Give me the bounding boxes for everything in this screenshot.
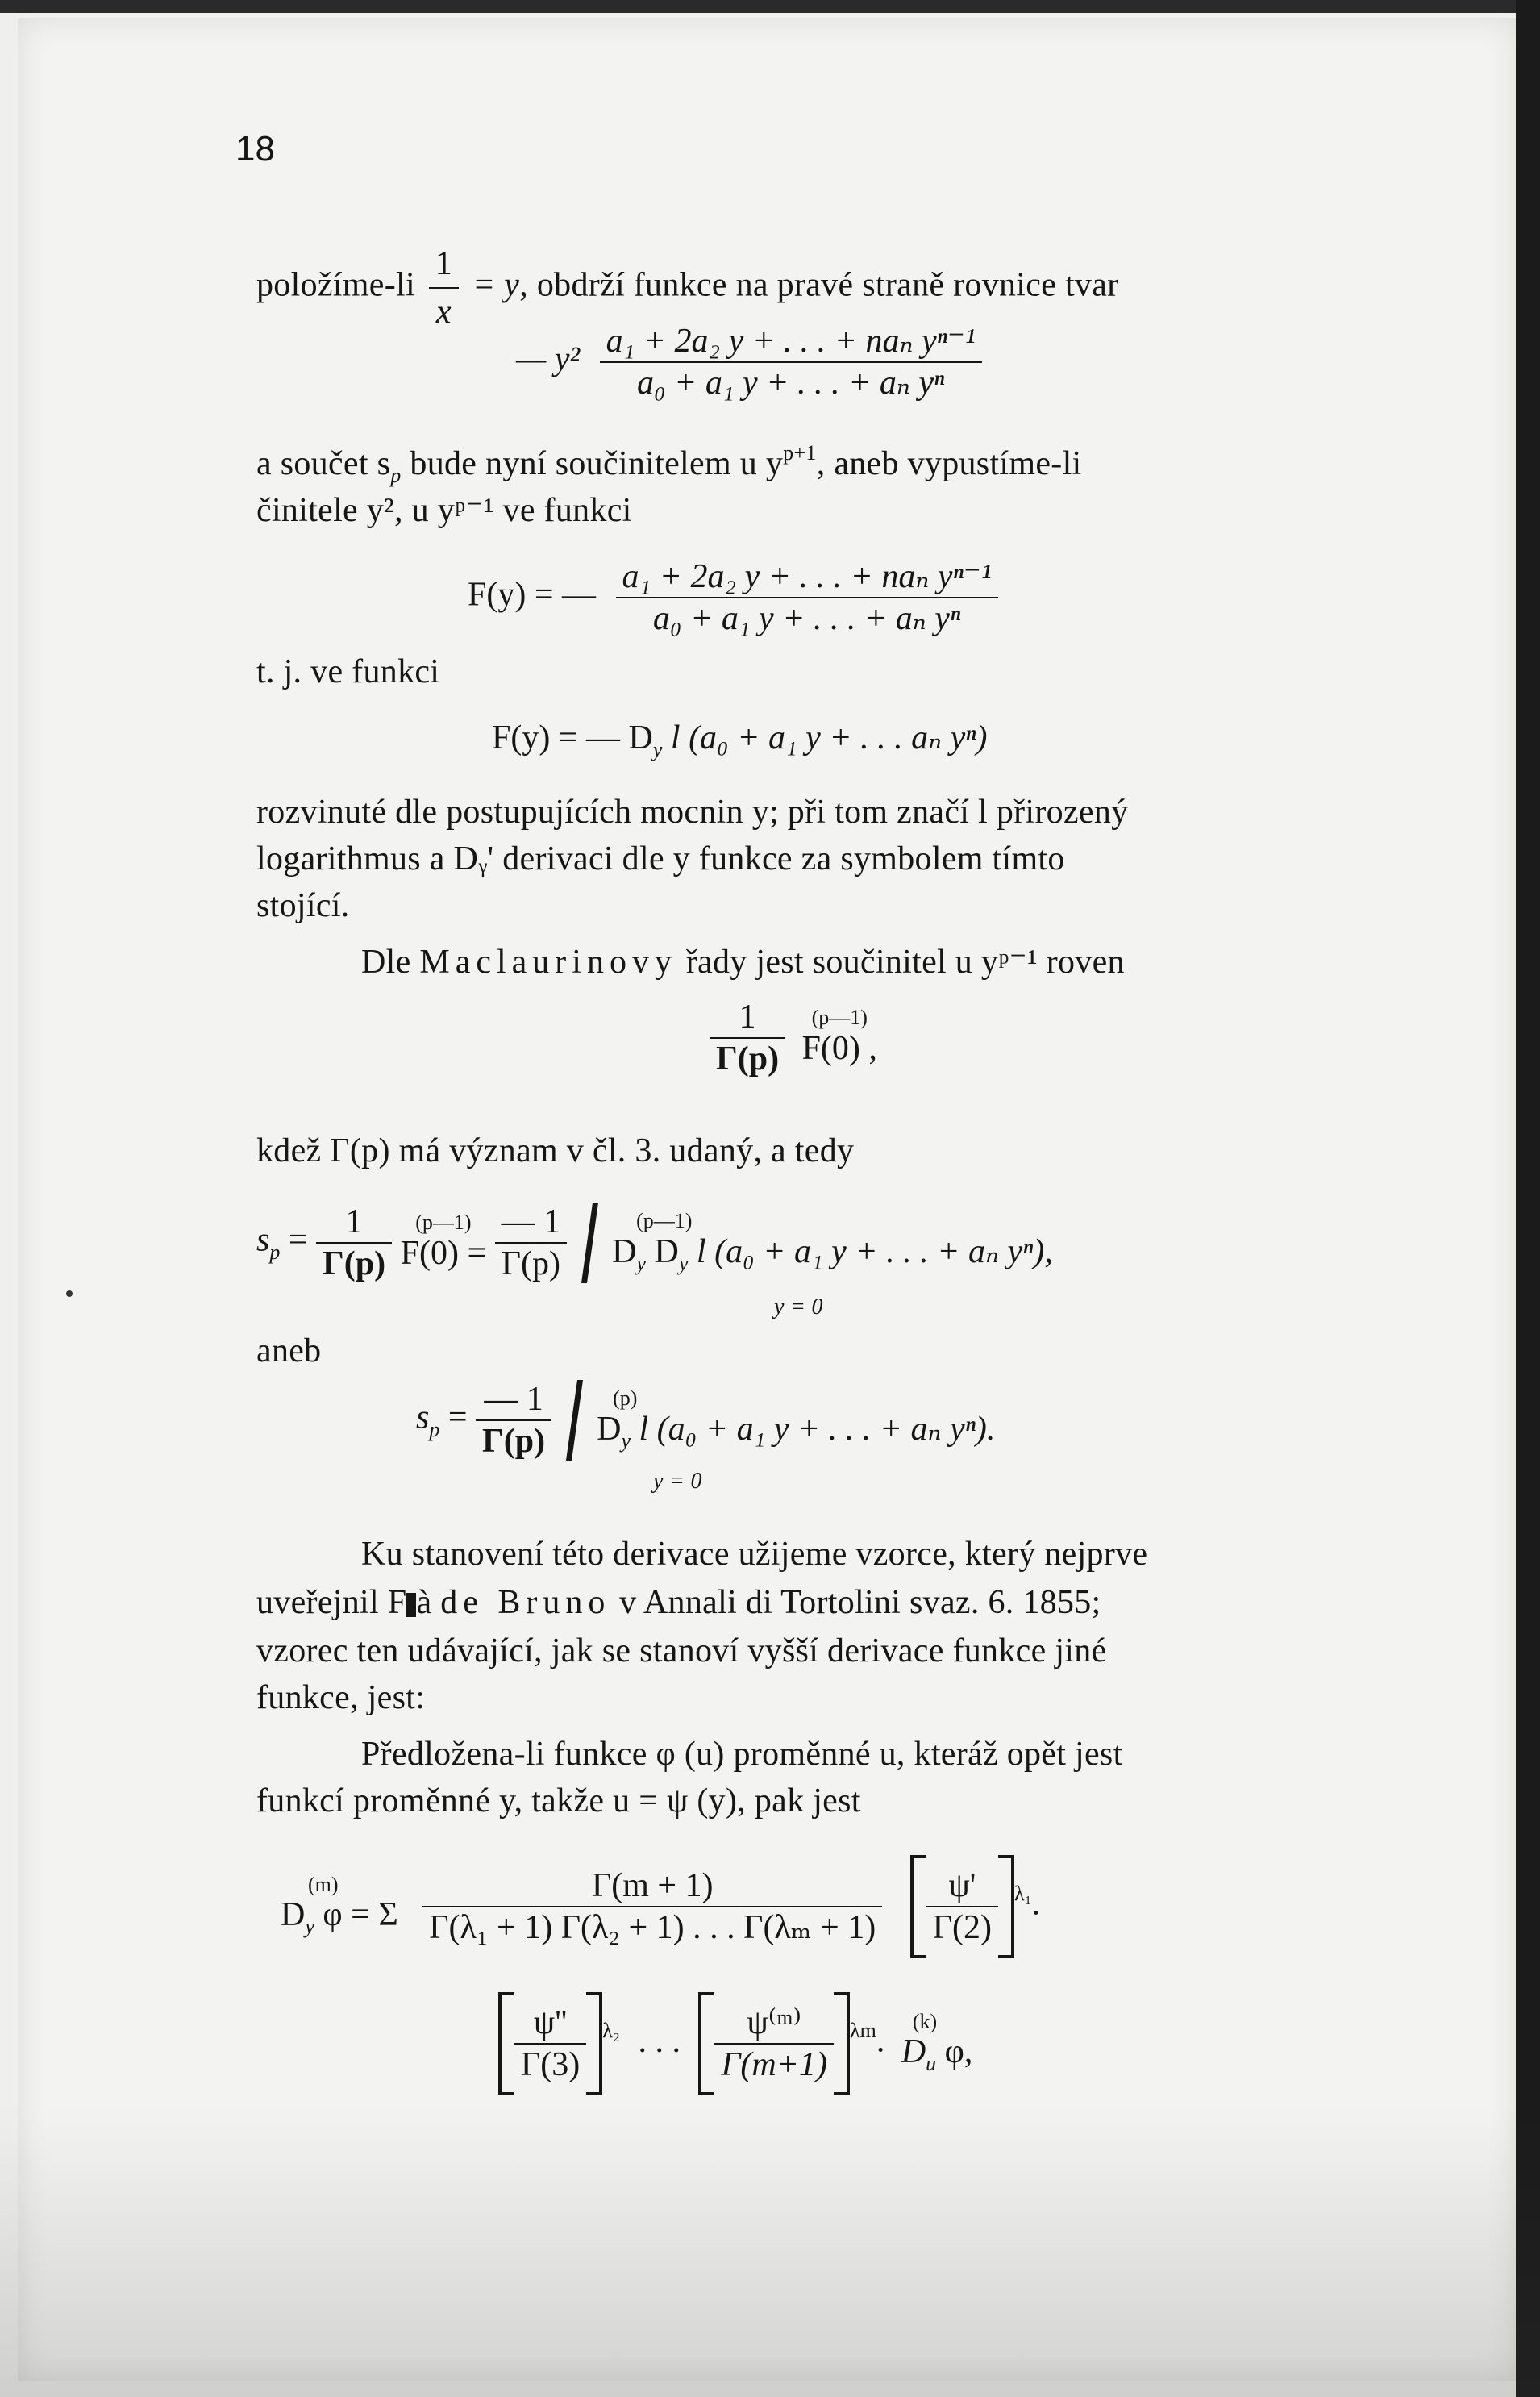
eq1-fraction [600,321,982,403]
tj-line: t. j. ve funkci [256,653,440,690]
eq8-b2-exp: λm [849,2018,876,2042]
para4-suffix: řady jest součinitel u yᵖ⁻¹ roven [676,944,1125,981]
eq5-d: D [612,1232,637,1270]
equation-6 [416,1379,995,1461]
para1-frac-den: x [435,294,452,331]
eq6-d: D [597,1410,622,1448]
eq4-fraction [710,997,785,1079]
para2-sup: p+1 [783,441,817,465]
para2-sub: p [390,464,402,487]
eq5-f1-den: Γ(p) [323,1245,386,1282]
eq3-lhs: F(y) = — D [492,719,653,757]
para6-author-name: de Bruno [440,1584,611,1621]
left-bracket [910,1855,926,1958]
para7-line2: funkcí proměnné y, takže u = ψ (y), pak jest [256,1782,861,1820]
eq2-num: a₁ + 2a₂ y + . . . + naₙ yⁿ⁻¹ [616,557,998,598]
eq8-dots: . . . [638,2022,681,2060]
eq5-limit: y = 0 [774,1294,823,1319]
speck [66,1290,73,1297]
eq6-equals: = [447,1399,468,1436]
eq8-d-sub: u [926,2051,937,2075]
equation-7 [281,1855,1040,1958]
para2-line1 [256,440,1369,491]
eq5-f1-num: 1 [316,1202,392,1244]
eq4-sup: (p—1) [811,1006,868,1029]
para1-mid: = y [472,266,520,304]
right-bracket [998,1855,1014,1958]
eq5-rest: D [654,1232,679,1270]
para2-right: , aneb vypustíme-li [816,445,1082,482]
eq5-sup1: (p—1) [415,1211,472,1234]
para3-line1 [256,789,1369,836]
eq1-lead: — y² [516,340,581,378]
eq7-tail: . [1031,1885,1041,1923]
eq8-b1-den: Γ(3) [521,2046,581,2083]
eq5-lhs: s [256,1221,270,1259]
equation-3 [492,718,987,762]
equation-4 [710,997,877,1079]
para1-suffix: , obdrží funkce na pravé straně rovnice tvar [519,266,1119,304]
eq8-bracket-2 [714,2003,834,2085]
eq5-sup2: (p—1) [636,1208,693,1232]
eq5-f2-den: Γ(p) [501,1245,561,1282]
eq3-rest: l (a₀ + a₁ y + . . . aₙ yⁿ) [662,719,988,757]
eq8-b2-den: Γ(m+1) [721,2046,827,2083]
eq5-d-sub: y [636,1251,647,1275]
para6-author-a: uveřejnil F [256,1584,407,1621]
eq6-limit: y = 0 [653,1469,702,1494]
eq8-b1-num: ψ'' [514,2003,586,2045]
eq6-lhs: s [416,1399,430,1436]
para6-line4: funkce, jest: [256,1679,426,1716]
eq8-dot: . [876,2022,885,2060]
eq5-derivative [612,1208,1053,1276]
eq8-b1-exp: λ₂ [602,2018,620,2042]
eq8-tail: φ, [936,2032,973,2070]
eq6-tail: l (a₀ + a₁ y + . . . + aₙ yⁿ). [631,1410,996,1448]
eq6-lhs-sub: p [429,1417,440,1441]
eq6-f-num: — 1 [476,1379,551,1421]
para4-prefix: Dle [361,944,420,981]
ink-blot [406,1593,416,1617]
eq5-fraction-2 [495,1202,568,1284]
para6-line3: vzorec ten udávající, jak se stanoví vyšší derivace funkce jiné [256,1632,1107,1670]
eq5-equals: = [288,1221,308,1259]
eq7-b-num: ψ' [926,1865,998,1907]
para2-left: a součet s [256,445,391,482]
evaluation-bar-2 [566,1380,583,1461]
para4-name: Maclaurinovy [419,944,677,981]
para4-line [361,939,1125,986]
scan-edge-top [0,0,1540,13]
left-bracket-3 [698,1992,714,2095]
para6-citation: v Annali di Tortolini svaz. 6. 1855; [610,1584,1101,1621]
eq1-num: a₁ + 2a₂ y + . . . + naₙ yⁿ⁻¹ [600,321,982,363]
para2-mid: bude nyní součinitelem u y [401,445,784,482]
eq7-b-exp: λ₁ [1014,1881,1032,1905]
page-number: 18 [235,129,275,169]
eq5-mid: F(0) = [400,1235,487,1272]
eq7-den: Γ(λ₁ + 1) Γ(λ₂ + 1) . . . Γ(λₘ + 1) [429,1909,876,1946]
eq5-term [401,1212,487,1274]
equation-1 [516,321,982,403]
eq4-num: 1 [710,997,785,1039]
eq7-d-sub: y [305,1914,314,1938]
eq1-den: a₀ + a₁ y + . . . + aₙ yⁿ [636,365,945,402]
eq5-rest-sub: y [678,1251,689,1275]
eq4-den: Γ(p) [716,1040,780,1078]
eq6-f-den: Γ(p) [482,1423,546,1460]
para1-frac-num: 1 [429,240,459,289]
aneb-line: aneb [256,1332,322,1369]
eq8-d-sup: (k) [912,2009,938,2033]
eq4-tail: F(0) , [801,1030,877,1067]
eq7-d: D [281,1895,306,1933]
eq7-lhs-sup: (m) [308,1872,339,1896]
eq6-derivative [597,1388,995,1453]
scan-shadow [0,2107,1540,2397]
eq7-phi: φ = Σ [314,1895,398,1933]
para3-line2: logarithmus a Dᵧ' derivaci dle y funkce za symbolem tímto [256,840,1065,878]
para1-fraction [429,240,459,336]
eq5-lhs-sub: p [269,1240,281,1264]
para6-author-b: à [416,1584,441,1621]
eq7-fraction [422,1865,882,1948]
eq7-num: Γ(m + 1) [422,1865,882,1907]
equation-8 [498,1992,972,2095]
para3-text1: rozvinuté dle postupujících mocnin y; při tom značí l přirozený [256,794,1129,831]
para6-line2 [256,1579,1101,1626]
eq6-sup: (p) [613,1386,638,1410]
eq3-sub: y [652,738,663,761]
eq8-derivative [901,2009,973,2076]
eq5-fraction-1 [316,1202,392,1284]
eq2-lhs: F(y) = — [468,576,597,614]
eq6-d-sub: y [621,1428,631,1453]
eq7-b-den: Γ(2) [932,1909,992,1946]
eq8-b2-num: ψ⁽ᵐ⁾ [714,2003,834,2045]
eq8-d: D [901,2032,926,2070]
scan-edge-right [1516,0,1540,2397]
eq4-term [802,1007,877,1069]
left-bracket-2 [498,1992,514,2095]
eq2-fraction [616,557,998,639]
eq5-tail: l (a₀ + a₁ y + . . . + aₙ yⁿ), [688,1232,1053,1270]
eq8-bracket-1 [514,2003,586,2085]
eq5-f2-num: — 1 [495,1202,568,1244]
eq7-lhs [281,1872,398,1939]
para1-prefix: položíme-li [256,266,415,304]
equation-5 [256,1202,1053,1284]
right-bracket-3 [834,1992,850,2095]
para7-line1: Předložena-li funkce φ (u) proměnné u, kteráž opět jest [361,1736,1123,1773]
para6-line1: Ku stanovení této derivace užijeme vzorce, který nejprve [361,1536,1148,1573]
eq7-bracket-fraction [926,1865,998,1948]
para3-line3: stojící. [256,887,350,924]
eq6-fraction [476,1379,551,1461]
para5-line: kdež Γ(p) má význam v čl. 3. udaný, a tedy [256,1132,855,1169]
eq2-den: a₀ + a₁ y + . . . + aₙ yⁿ [652,600,961,637]
para2-line2: činitele y², u yᵖ⁻¹ ve funkci [256,492,632,529]
right-bracket-2 [586,1992,602,2095]
evaluation-bar [581,1203,598,1283]
equation-2 [468,557,998,639]
